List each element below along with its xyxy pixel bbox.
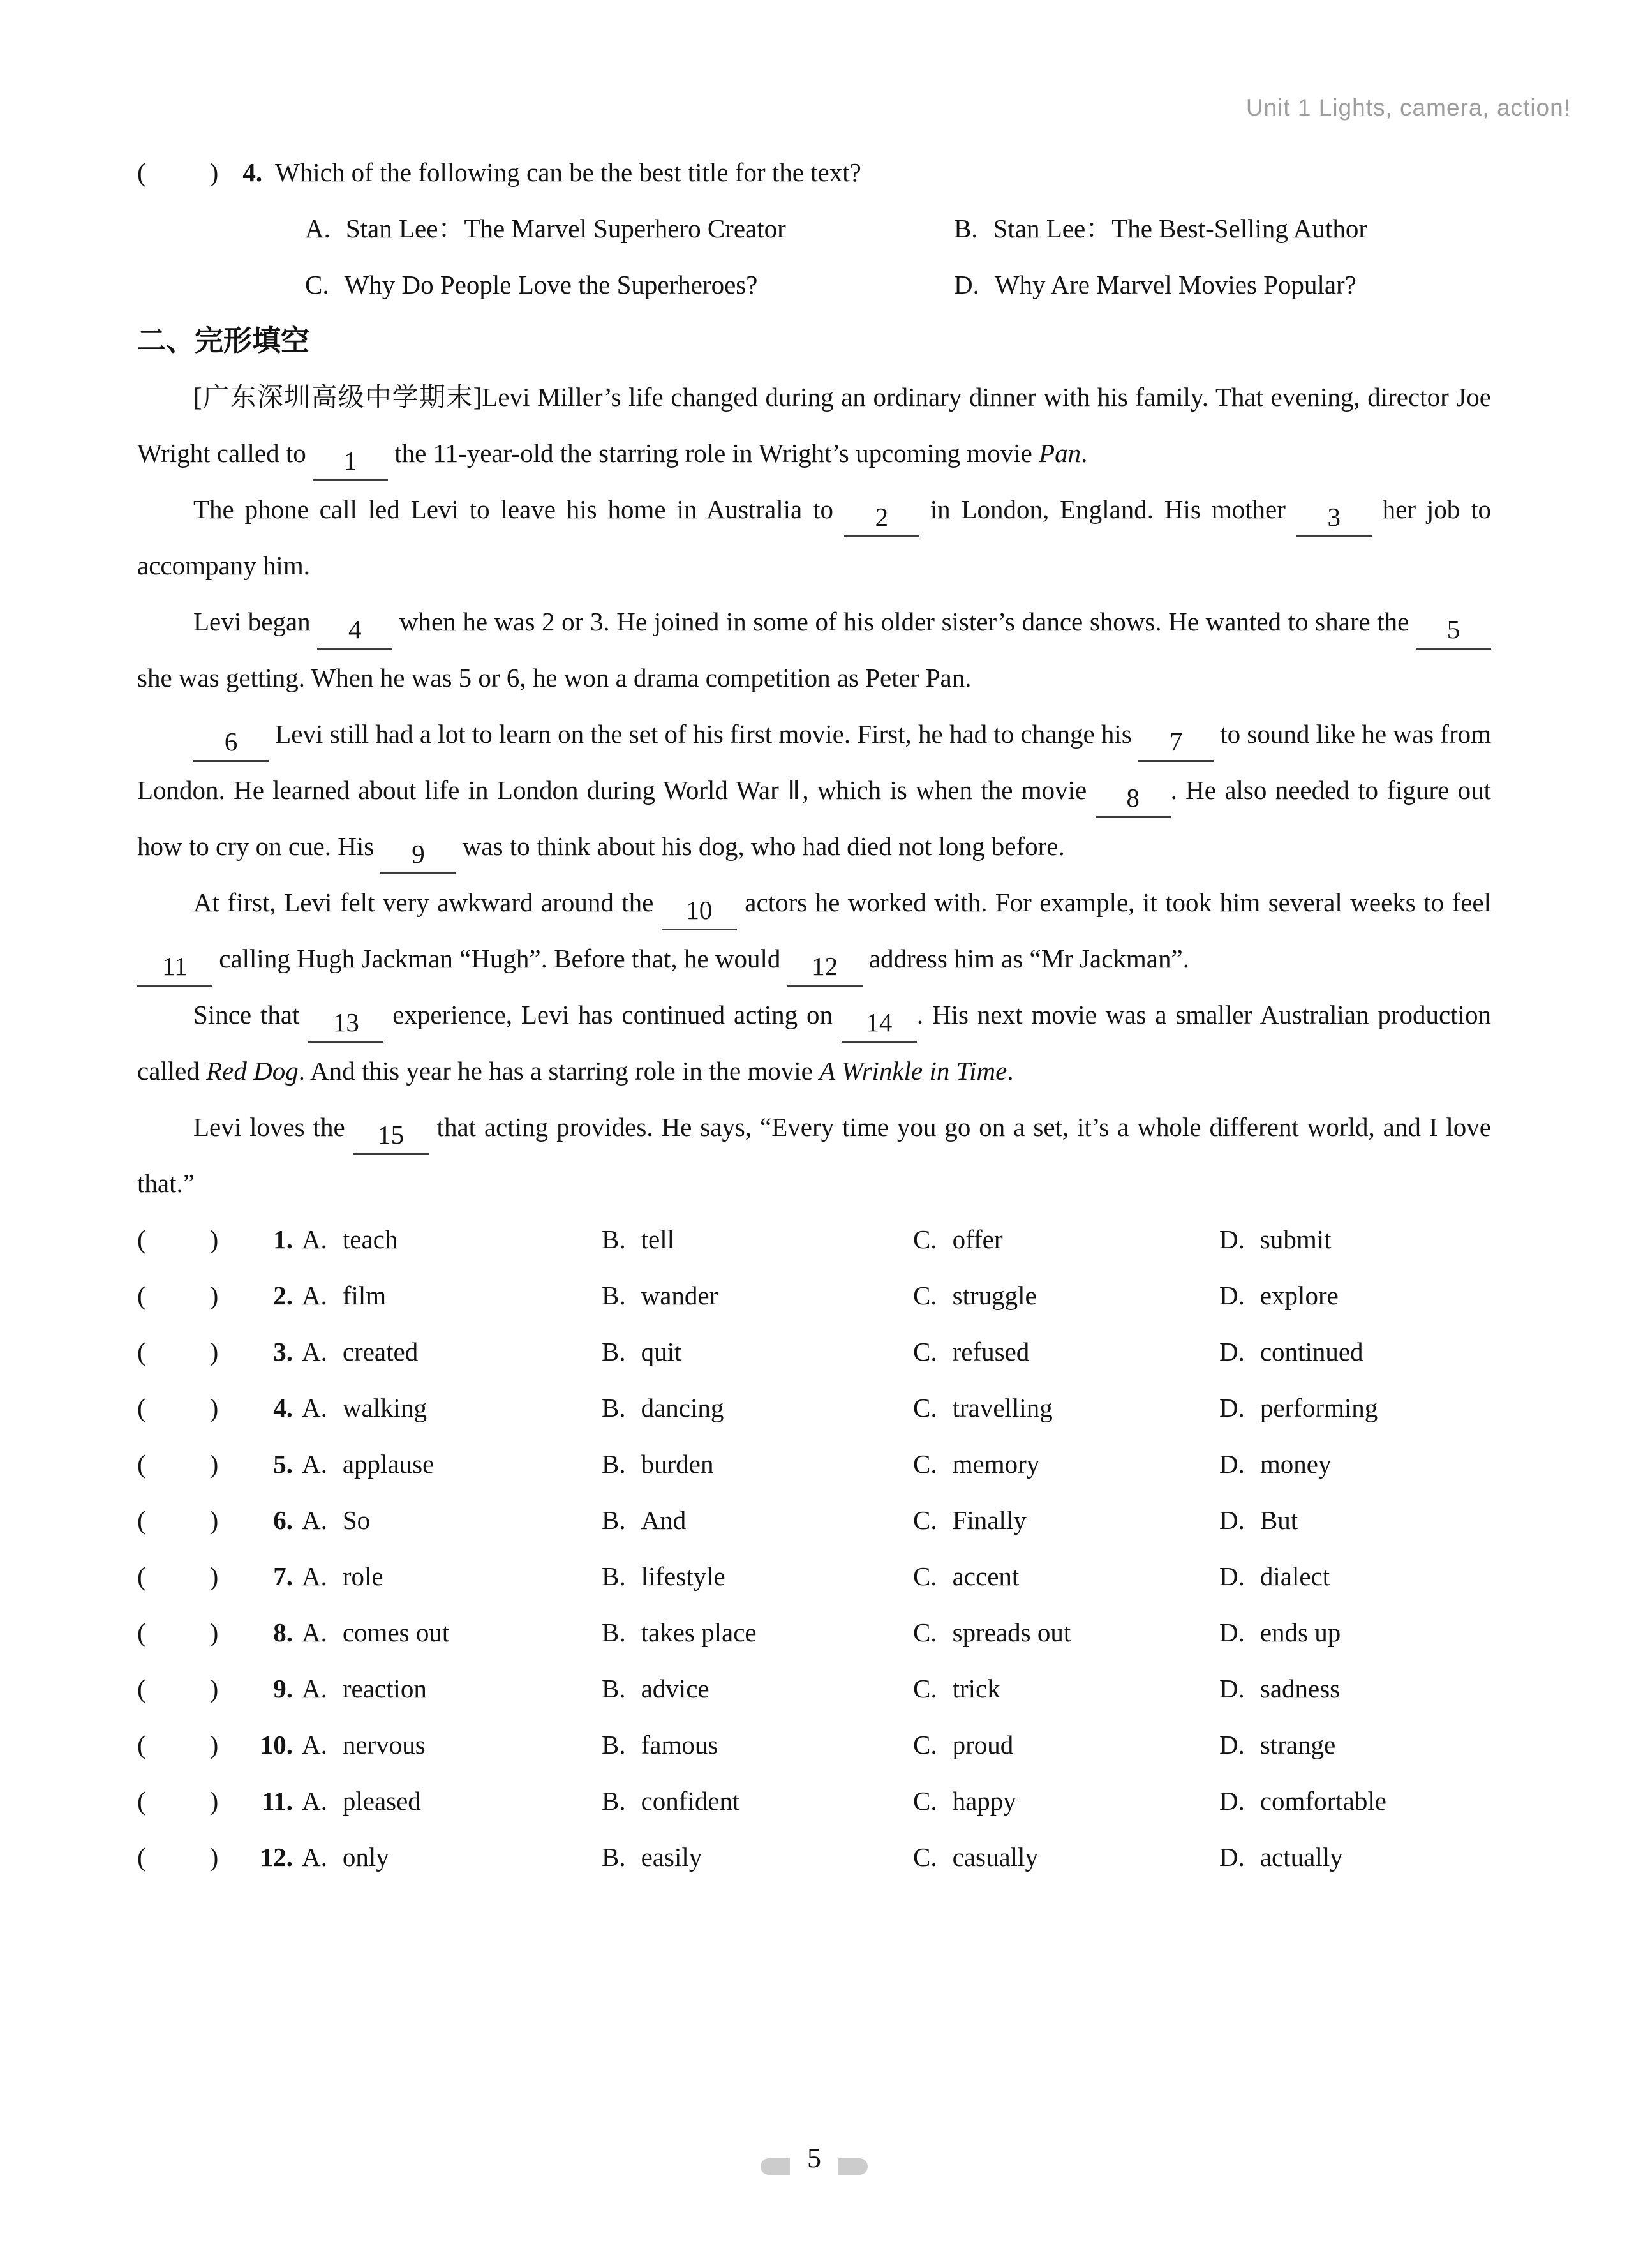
cloze-blank-6: 6 xyxy=(193,727,269,762)
option-a-text: role xyxy=(342,1562,383,1591)
option-b xyxy=(602,1660,913,1717)
option-b-text: wander xyxy=(641,1281,718,1310)
option-a-text: Stan Lee：The Marvel Superhero Creator xyxy=(345,214,786,243)
cloze-blank-3: 3 xyxy=(1296,502,1372,537)
option-d-text: submit xyxy=(1259,1225,1332,1254)
cloze-blank-11: 11 xyxy=(137,951,212,987)
option-a xyxy=(302,1660,602,1717)
answer-paren-open: ( xyxy=(137,1393,146,1422)
option-d xyxy=(1219,1660,1627,1717)
footer-left-pill xyxy=(761,2158,790,2175)
option-c xyxy=(913,1267,1219,1324)
option-b-label: B. xyxy=(602,1225,626,1254)
option-a-label: A. xyxy=(302,1281,327,1310)
option-b-text: quit xyxy=(641,1337,682,1366)
option-a-text: reaction xyxy=(342,1674,427,1703)
answer-bracket xyxy=(137,1324,302,1380)
option-b-label: B. xyxy=(954,214,978,243)
question-text: Which of the following can be the best title for the text? xyxy=(275,158,861,187)
option-d-text: strange xyxy=(1259,1730,1336,1759)
option-a-text: only xyxy=(342,1842,389,1872)
cloze-blank-14: 14 xyxy=(842,1008,917,1043)
option-d xyxy=(954,257,1356,313)
cloze-blank-10: 10 xyxy=(662,895,737,930)
option-c-label: C. xyxy=(913,1618,937,1647)
option-b-text: advice xyxy=(641,1674,709,1703)
answer-bracket xyxy=(137,1436,302,1492)
answer-bracket xyxy=(137,1773,302,1829)
item-number: 8. xyxy=(273,1618,293,1647)
answer-paren-close: ) xyxy=(209,1281,219,1310)
option-d xyxy=(1219,1380,1627,1436)
cloze-options xyxy=(0,1211,1627,1885)
question-4-options-row xyxy=(0,257,1627,313)
answer-paren-open: ( xyxy=(137,1674,146,1703)
option-b-text: takes place xyxy=(641,1618,757,1647)
answer-paren-open: ( xyxy=(137,1842,146,1872)
answer-paren-open: ( xyxy=(137,1281,146,1310)
page-number: 5 xyxy=(807,2142,821,2174)
answer-paren-open: ( xyxy=(137,1505,146,1535)
item-number: 1. xyxy=(273,1225,293,1254)
option-b-text: And xyxy=(641,1505,687,1535)
item-number: 11. xyxy=(262,1786,293,1816)
option-b xyxy=(602,1267,913,1324)
option-d xyxy=(1219,1267,1627,1324)
answer-paren-close: ) xyxy=(209,1505,219,1535)
option-a-label: A. xyxy=(302,1225,327,1254)
option-d-text: money xyxy=(1259,1449,1332,1479)
option-b-text: confident xyxy=(641,1786,740,1816)
cloze-blank-15: 15 xyxy=(353,1120,429,1155)
option-c xyxy=(913,1211,1219,1267)
option-b xyxy=(602,1773,913,1829)
option-c-text: travelling xyxy=(952,1393,1053,1422)
passage-paragraph: 6 Levi still had a lot to learn on the set of his first movie. First, he had to change his 7 to sound like he was from London. He learned about life in London during World War Ⅱ, which is when the movie 8 . He also needed to figure out how to cry on cue. His 9 was to think about his dog, who had died not long before. xyxy=(137,706,1491,874)
unit-header: Unit 1 Lights, camera, action! xyxy=(1245,94,1571,121)
option-c-text: memory xyxy=(952,1449,1040,1479)
option-d-label: D. xyxy=(1219,1449,1245,1479)
option-d-text: Why Are Marvel Movies Popular? xyxy=(994,270,1356,299)
option-d-label: D. xyxy=(1219,1505,1245,1535)
option-d xyxy=(1219,1604,1627,1660)
item-number: 9. xyxy=(273,1674,293,1703)
option-a xyxy=(302,1604,602,1660)
option-d-label: D. xyxy=(1219,1618,1245,1647)
answer-paren-close: ) xyxy=(209,1674,219,1703)
option-a-label: A. xyxy=(302,1337,327,1366)
item-number: 3. xyxy=(273,1337,293,1366)
option-b xyxy=(602,1604,913,1660)
answer-paren-close: ) xyxy=(209,1225,219,1254)
option-a-label: A. xyxy=(302,1618,327,1647)
option-c-text: trick xyxy=(952,1674,1000,1703)
option-a-label: A. xyxy=(302,1842,327,1872)
answer-paren-open: ( xyxy=(137,158,146,187)
option-d-text: sadness xyxy=(1259,1674,1341,1703)
option-a-text: walking xyxy=(342,1393,427,1422)
option-a xyxy=(302,1211,602,1267)
option-c-label: C. xyxy=(913,1505,937,1535)
passage-paragraph: [广东深圳高级中学期末]Levi Miller’s life changed during an ordinary dinner with his family. That evening, director Joe Wright called to 1 the 11-year-old the starring role in Wright’s upcoming movie Pan. xyxy=(137,369,1491,481)
cloze-option-row-10 xyxy=(0,1717,1627,1773)
option-d-text: ends up xyxy=(1259,1618,1341,1647)
option-b-text: lifestyle xyxy=(641,1562,725,1591)
option-d-text: explore xyxy=(1259,1281,1339,1310)
cloze-blank-7: 7 xyxy=(1138,727,1214,762)
option-c-label: C. xyxy=(913,1842,937,1872)
option-b-label: B. xyxy=(602,1786,626,1816)
cloze-blank-13: 13 xyxy=(308,1008,383,1043)
option-b xyxy=(602,1380,913,1436)
option-c xyxy=(913,1436,1219,1492)
option-a-text: applause xyxy=(342,1449,435,1479)
option-c-text: refused xyxy=(952,1337,1030,1366)
cloze-option-row-12 xyxy=(0,1829,1627,1885)
option-b xyxy=(602,1717,913,1773)
answer-bracket xyxy=(137,1604,302,1660)
option-c-text: spreads out xyxy=(952,1618,1071,1647)
option-b-label: B. xyxy=(602,1281,626,1310)
option-c xyxy=(913,1829,1219,1885)
option-b-label: B. xyxy=(602,1618,626,1647)
option-c-text: offer xyxy=(952,1225,1003,1254)
option-a-label: A. xyxy=(302,1449,327,1479)
option-a-label: A. xyxy=(302,1674,327,1703)
option-d xyxy=(1219,1773,1627,1829)
option-d xyxy=(1219,1324,1627,1380)
answer-bracket xyxy=(137,1717,302,1773)
question-number: 4. xyxy=(242,158,263,187)
answer-paren-close: ) xyxy=(209,1337,219,1366)
option-d-label: D. xyxy=(1219,1562,1245,1591)
option-c-text: accent xyxy=(952,1562,1020,1591)
option-c xyxy=(913,1380,1219,1436)
answer-paren-open: ( xyxy=(137,1225,146,1254)
option-b-label: B. xyxy=(602,1505,626,1535)
option-a-text: film xyxy=(342,1281,387,1310)
option-d-label: D. xyxy=(1219,1730,1245,1759)
answer-paren-close: ) xyxy=(209,1842,219,1872)
option-d-text: comfortable xyxy=(1259,1786,1386,1816)
option-c-text: proud xyxy=(952,1730,1014,1759)
option-d-label: D. xyxy=(1219,1281,1245,1310)
cloze-option-row-8 xyxy=(0,1604,1627,1660)
page-content xyxy=(0,144,1627,1885)
option-a-text: created xyxy=(342,1337,419,1366)
option-c-label: C. xyxy=(913,1674,937,1703)
option-b-text: burden xyxy=(641,1449,714,1479)
item-number: 12. xyxy=(260,1842,293,1872)
option-b xyxy=(602,1829,913,1885)
item-number: 5. xyxy=(273,1449,293,1479)
option-c-label: C. xyxy=(913,1225,937,1254)
passage-paragraph: The phone call led Levi to leave his home in Australia to 2 in London, England. His mother 3 her job to accompany him. xyxy=(137,495,1491,580)
answer-paren-open: ( xyxy=(137,1730,146,1759)
italic-movie-title: Pan xyxy=(1039,438,1081,468)
question-4-options xyxy=(0,200,1627,313)
answer-paren-close: ) xyxy=(209,1449,219,1479)
option-b xyxy=(602,1548,913,1604)
option-c-label: C. xyxy=(913,1730,937,1759)
option-c-text: happy xyxy=(952,1786,1016,1816)
cloze-option-row-7 xyxy=(0,1548,1627,1604)
option-d-text: dialect xyxy=(1259,1562,1330,1591)
option-c-label: C. xyxy=(913,1449,937,1479)
option-b-label: B. xyxy=(602,1393,626,1422)
option-b-label: B. xyxy=(602,1842,626,1872)
item-number: 4. xyxy=(273,1393,293,1422)
item-number: 6. xyxy=(273,1505,293,1535)
answer-bracket xyxy=(137,1380,302,1436)
option-c xyxy=(913,1773,1219,1829)
answer-bracket xyxy=(137,1211,302,1267)
cloze-blank-1: 1 xyxy=(313,446,388,481)
option-c-label: C. xyxy=(913,1562,937,1591)
cloze-blank-4: 4 xyxy=(317,615,392,650)
option-c xyxy=(913,1492,1219,1548)
page-footer xyxy=(0,2142,1627,2186)
option-a xyxy=(302,1324,602,1380)
answer-paren-open: ( xyxy=(137,1618,146,1647)
answer-paren-close: ) xyxy=(209,1786,219,1816)
option-c-label: C. xyxy=(913,1786,937,1816)
item-number: 2. xyxy=(273,1281,293,1310)
option-b-label: B. xyxy=(602,1449,626,1479)
option-b-text: easily xyxy=(641,1842,702,1872)
option-c xyxy=(913,1660,1219,1717)
option-d-text: performing xyxy=(1259,1393,1378,1422)
option-d xyxy=(1219,1211,1627,1267)
option-d-label: D. xyxy=(1219,1842,1245,1872)
option-d-text: But xyxy=(1259,1505,1298,1535)
option-b xyxy=(602,1436,913,1492)
option-c xyxy=(913,1548,1219,1604)
cloze-option-row-5 xyxy=(0,1436,1627,1492)
italic-movie-title: A Wrinkle in Time xyxy=(819,1056,1007,1086)
option-d xyxy=(1219,1829,1627,1885)
option-a-label: A. xyxy=(302,1786,327,1816)
option-a-text: pleased xyxy=(342,1786,421,1816)
option-a xyxy=(302,1548,602,1604)
option-d-text: actually xyxy=(1259,1842,1343,1872)
option-b-label: B. xyxy=(602,1674,626,1703)
option-a xyxy=(305,200,954,257)
option-d-label: D. xyxy=(1219,1786,1245,1816)
option-c xyxy=(913,1604,1219,1660)
item-number: 10. xyxy=(260,1730,293,1759)
option-a-label: A. xyxy=(302,1562,327,1591)
option-a-label: A. xyxy=(302,1505,327,1535)
option-d xyxy=(1219,1436,1627,1492)
option-d xyxy=(1219,1548,1627,1604)
option-b xyxy=(602,1492,913,1548)
answer-bracket xyxy=(137,1548,302,1604)
passage-paragraph: Levi loves the 15 that acting provides. He says, “Every time you go on a set, it’s a whole different world, and I love that.” xyxy=(137,1112,1491,1198)
answer-bracket xyxy=(137,1660,302,1717)
answer-bracket xyxy=(137,1829,302,1885)
option-d-label: D. xyxy=(954,270,979,299)
cloze-option-row-3 xyxy=(0,1324,1627,1380)
cloze-blank-12: 12 xyxy=(787,951,863,987)
option-a-label: A. xyxy=(305,214,331,243)
option-c-text: casually xyxy=(952,1842,1038,1872)
option-a-text: So xyxy=(342,1505,371,1535)
section-title: 二、完形填空 xyxy=(137,324,310,357)
answer-paren-close: ) xyxy=(209,1562,219,1591)
answer-paren-close: ) xyxy=(209,1730,219,1759)
option-d xyxy=(1219,1492,1627,1548)
option-d xyxy=(1219,1717,1627,1773)
option-a xyxy=(302,1267,602,1324)
option-c-label: C. xyxy=(913,1281,937,1310)
answer-paren-open: ( xyxy=(137,1786,146,1816)
option-c xyxy=(913,1717,1219,1773)
option-c-label: C. xyxy=(913,1393,937,1422)
answer-paren-open: ( xyxy=(137,1337,146,1366)
option-b xyxy=(602,1324,913,1380)
cloze-blank-2: 2 xyxy=(844,502,919,537)
option-c-label: C. xyxy=(305,270,329,299)
passage-paragraph: Levi began 4 when he was 2 or 3. He joined in some of his older sister’s dance shows. He wanted to share the 5 she was getting. When he was 5 or 6, he won a drama competition as Peter Pan. xyxy=(137,593,1491,706)
option-a xyxy=(302,1436,602,1492)
option-b-label: B. xyxy=(602,1337,626,1366)
option-d-label: D. xyxy=(1219,1225,1245,1254)
answer-paren-open: ( xyxy=(137,1562,146,1591)
option-b-label: B. xyxy=(602,1562,626,1591)
option-c-text: Finally xyxy=(952,1505,1027,1535)
passage-paragraph: Since that 13 experience, Levi has continued acting on 14 . His next movie was a smaller Australian production called Red Dog. And this year he has a starring role in the movie A Wrinkle in Time. xyxy=(137,1000,1491,1086)
option-a xyxy=(302,1829,602,1885)
answer-bracket xyxy=(137,1267,302,1324)
option-c-text: Why Do People Love the Superheroes? xyxy=(344,270,758,299)
passage xyxy=(0,369,1491,1211)
italic-movie-title: Red Dog xyxy=(206,1056,299,1086)
cloze-blank-8: 8 xyxy=(1096,783,1171,818)
option-d-label: D. xyxy=(1219,1337,1245,1366)
option-c-label: C. xyxy=(913,1337,937,1366)
cloze-option-row-4 xyxy=(0,1380,1627,1436)
option-b-text: Stan Lee：The Best-Selling Author xyxy=(993,214,1368,243)
cloze-option-row-2 xyxy=(0,1267,1627,1324)
option-d-label: D. xyxy=(1219,1674,1245,1703)
option-d-label: D. xyxy=(1219,1393,1245,1422)
option-c-text: struggle xyxy=(952,1281,1037,1310)
option-a-label: A. xyxy=(302,1393,327,1422)
answer-paren-close: ) xyxy=(209,1393,219,1422)
option-a-text: teach xyxy=(342,1225,398,1254)
option-b-text: famous xyxy=(641,1730,718,1759)
option-a xyxy=(302,1492,602,1548)
cloze-blank-5: 5 xyxy=(1416,615,1491,650)
option-a xyxy=(302,1380,602,1436)
answer-paren-open: ( xyxy=(137,1449,146,1479)
cloze-option-row-9 xyxy=(0,1660,1627,1717)
option-b-text: tell xyxy=(641,1225,674,1254)
option-b-text: dancing xyxy=(641,1393,724,1422)
item-number: 7. xyxy=(273,1562,293,1591)
option-a-text: comes out xyxy=(342,1618,450,1647)
option-c xyxy=(913,1324,1219,1380)
option-a-text: nervous xyxy=(342,1730,426,1759)
cloze-option-row-6 xyxy=(0,1492,1627,1548)
option-b xyxy=(602,1211,913,1267)
option-a xyxy=(302,1717,602,1773)
answer-bracket xyxy=(137,1492,302,1548)
footer-right-pill xyxy=(838,2158,868,2175)
option-a-label: A. xyxy=(302,1730,327,1759)
option-d-text: continued xyxy=(1259,1337,1363,1366)
cloze-blank-9: 9 xyxy=(380,839,456,874)
option-c xyxy=(305,257,954,313)
answer-paren-close: ) xyxy=(209,158,219,187)
passage-paragraph: At first, Levi felt very awkward around the 10 actors he worked with. For example, it took him several weeks to feel 11 calling Hugh Jackman “Hugh”. Before that, he would 12 address him as “Mr Jackman”. xyxy=(137,874,1491,987)
question-4 xyxy=(0,144,1627,200)
question-4-options-row xyxy=(0,200,1627,257)
option-b xyxy=(954,200,1367,257)
cloze-option-row-11 xyxy=(0,1773,1627,1829)
option-b-label: B. xyxy=(602,1730,626,1759)
cloze-option-row-1 xyxy=(0,1211,1627,1267)
answer-paren-close: ) xyxy=(209,1618,219,1647)
option-a xyxy=(302,1773,602,1829)
